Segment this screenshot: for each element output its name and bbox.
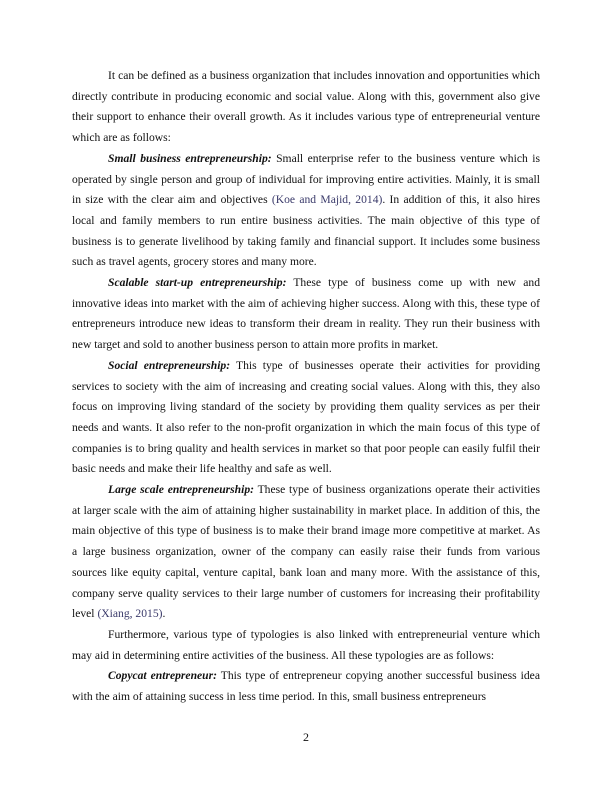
paragraph-text: Furthermore, various type of typologies is also linked with entrepreneurial venture which may aid in determining entire activities of the business. All these typologies are as follows:	[72, 627, 540, 662]
paragraph-large-scale	[72, 480, 540, 625]
page-number: 2	[303, 730, 309, 744]
term-heading: Large scale entrepreneurship:	[108, 483, 255, 497]
paragraph-small-business	[72, 149, 540, 273]
paragraph-text: These type of business come up with new and innovative ideas into market with the aim of achieving higher success. Along with this, these type of entrepreneurs introduce new ideas to transform their dream in reality. They run their business with new target and sold to another business person to attain more profits in market.	[72, 276, 540, 352]
paragraph-text: This type of businesses operate their activities for providing services to society with the aim of increasing and creating social values. Along with this, they also focus on improving living standard of the society by providing them quality services as per their needs and wants. It also refer to the non-profit organization in which the main focus of this type of companies is to bring quality and health services in market so that poor people can easily fulfil their basic needs and make their life healthy and safe as well.	[72, 358, 540, 476]
paragraph-typologies	[72, 625, 540, 666]
paragraph-text: These type of business organizations operate their activities at larger scale with the aim of attaining higher sustainability in market place. In addition of this, the main objective of this type of business is to make their brand image more competitive at market. As a large business organization, owner of the company can easily raise their funds from various sources like equity capital, venture capital, bank loan and many more. With the assistance of this, company serve quality services to their large number of customers for increasing their profitability level	[72, 483, 540, 621]
term-heading: Scalable start-up entrepreneurship:	[108, 276, 287, 290]
paragraph-text: It can be defined as a business organization that includes innovation and opportunities which directly contribute in producing economic and social value. Along with this, government also give their support to enhance their overall growth. As it includes various type of entrepreneurial venture which are as follows:	[72, 69, 540, 145]
paragraph-scalable-startup	[72, 273, 540, 356]
paragraph-text-continued: . In addition of this, it also hires local and family members to run entire business activities. The main objective of this type of business is to generate livelihood by taking family and financial support. It includes some business such as travel agents, grocery stores and many more.	[72, 193, 540, 269]
paragraph-text: Small enterprise refer to the business venture which is operated by single person and group of individual for improving entire activities. Mainly, it is small in size with the clear aim and objectives	[72, 151, 540, 207]
citation: (Koe and Majid, 2014)	[271, 193, 383, 207]
body-text	[72, 66, 540, 708]
paragraph-text-continued: .	[162, 607, 166, 621]
paragraph-text: This type of entrepreneur copying another successful business idea with the aim of attaining success in less time period. In this, small business entrepreneurs	[72, 669, 540, 704]
term-heading: Social entrepreneurship:	[108, 358, 231, 372]
paragraph-introduction	[72, 66, 540, 149]
term-heading: Copycat entrepreneur:	[108, 669, 217, 683]
citation: (Xiang, 2015)	[97, 607, 163, 621]
term-heading: Small business entrepreneurship:	[108, 151, 272, 165]
paragraph-copycat	[72, 666, 540, 707]
paragraph-social	[72, 356, 540, 480]
